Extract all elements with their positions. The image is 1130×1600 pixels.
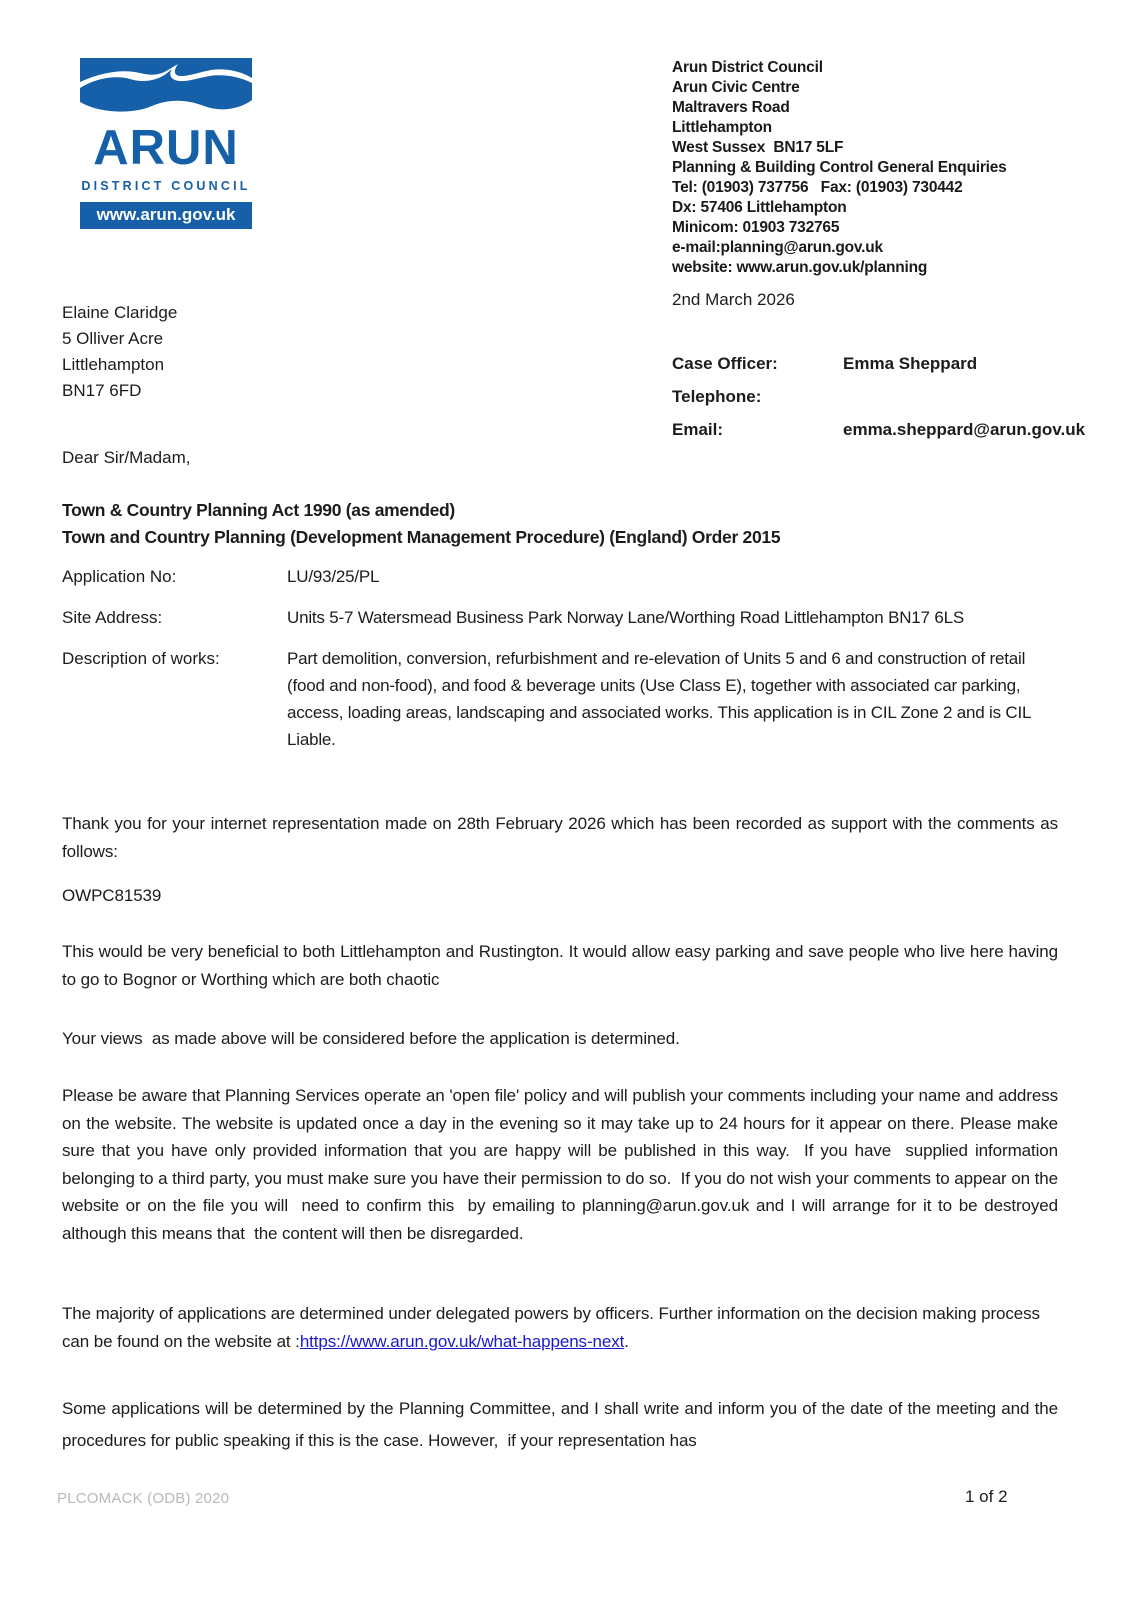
salutation: Dear Sir/Madam, <box>62 448 191 467</box>
case-officer-value: Emma Sheppard <box>843 354 978 373</box>
council-contact-block <box>672 58 1130 278</box>
council-address-line: Littlehampton <box>672 119 772 136</box>
application-no-value: LU/93/25/PL <box>287 567 380 586</box>
case-details-block <box>672 354 1130 453</box>
recipient-town: Littlehampton <box>62 355 165 374</box>
application-no-row <box>62 563 1062 590</box>
paragraph-open-file-policy: Please be aware that Planning Services operate an 'open file' policy and will publish your comments including your name and address on the website. The website is updated once a day in the evening so it may take up to 24 hours for it appear on there. Please make sure that you have only provided information that you are happy will be published in this way. If you have supplied information belonging to a third party, you must make sure you have their permission to do so. If you do not wish your comments to appear on the website or on the file you will need to confirm this by emailing to planning@arun.gov.uk and I will arrange for it to be destroyed although this means that the content will then be disregarded. <box>62 1086 1058 1243</box>
council-tel-fax: Tel: (01903) 737756 Fax: (01903) 730442 <box>672 179 963 196</box>
heading-act: Town & Country Planning Act 1990 (as amended) <box>62 500 455 520</box>
paragraph-delegated-powers <box>62 1300 1058 1355</box>
paragraph-thanks: Thank you for your internet representation made on 28th February 2026 which has been recorded as support with the comments as follows: <box>62 814 1058 861</box>
what-happens-next-link[interactable]: https://www.arun.gov.uk/what-happens-next <box>299 1331 625 1351</box>
telephone-row <box>672 387 1130 407</box>
council-address-line: Arun Civic Centre <box>672 79 800 96</box>
site-address-row <box>62 604 1062 631</box>
reference-code: OWPC81539 <box>62 886 162 905</box>
description-label: Description of works: <box>62 649 220 668</box>
site-address-value: Units 5-7 Watersmead Business Park Norway Lane/Worthing Road Littlehampton BN17 6LS <box>287 608 964 627</box>
page-number: 1 of 2 <box>965 1487 1008 1506</box>
seagull-waves-icon <box>80 58 252 122</box>
recipient-postcode: BN17 6FD <box>62 381 142 400</box>
paragraph-committee: Some applications will be determined by the Planning Committee, and I shall write and inform you of the date of the meeting and the procedures for public speaking if this is the case. However, if your representation has <box>62 1399 1058 1450</box>
council-website: website: www.arun.gov.uk/planning <box>672 259 928 276</box>
paragraph-delegated-period: . <box>624 1331 629 1351</box>
email-label: Email: <box>672 420 724 439</box>
recipient-street: 5 Olliver Acre <box>62 329 164 348</box>
email-value: emma.sheppard@arun.gov.uk <box>843 420 1086 439</box>
council-address-line: West Sussex BN17 5LF <box>672 139 844 156</box>
letter-date: 2nd March 2026 <box>672 290 795 309</box>
legal-headings <box>62 497 780 551</box>
council-department: Planning & Building Control General Enquiries <box>672 159 1007 176</box>
case-officer-label: Case Officer: <box>672 354 778 373</box>
paragraph-views: Your views as made above will be considered before the application is determined. <box>62 1029 680 1048</box>
council-address-line: Maltravers Road <box>672 99 790 116</box>
council-email: e-mail:planning@arun.gov.uk <box>672 239 883 256</box>
recipient-address <box>62 300 177 404</box>
recipient-name: Elaine Claridge <box>62 303 178 322</box>
application-details <box>62 563 1062 767</box>
description-value: Part demolition, conversion, refurbishment and re-elevation of Units 5 and 6 and construction of retail (food and non-food), and food & beverage units (Use Class E), together with associated car parking, access, loading areas, landscaping and associated works. This application is in CIL Zone 2 and is CIL Liable. <box>287 649 1031 749</box>
council-name: Arun District Council <box>672 59 823 76</box>
logo-subtitle: DISTRICT COUNCIL <box>81 179 251 193</box>
application-no-label: Application No: <box>62 567 177 586</box>
logo-wordmark: ARUN <box>93 121 239 175</box>
paragraph-comment: This would be very beneficial to both Littlehampton and Rustington. It would allow easy parking and save people who live here having to go to Bognor or Worthing which are both chaotic <box>62 942 1058 989</box>
telephone-label: Telephone: <box>672 387 762 406</box>
heading-order: Town and Country Planning (Development Management Procedure) (England) Order 2015 <box>62 527 781 547</box>
email-row <box>672 420 1130 440</box>
arun-logo <box>80 58 252 229</box>
case-officer-row <box>672 354 1130 374</box>
paragraph-delegated-text: The majority of applications are determined under delegated powers by officers. Further information on the decision making process can be found on the website at : <box>62 1304 1040 1351</box>
footer-doc-code: PLCOMACK (ODB) 2020 <box>57 1490 230 1507</box>
council-minicom: Minicom: 01903 732765 <box>672 219 840 236</box>
site-address-label: Site Address: <box>62 608 163 627</box>
logo-website-bar: www.arun.gov.uk <box>80 202 252 229</box>
council-dx: Dx: 57406 Littlehampton <box>672 199 847 216</box>
description-row <box>62 645 1062 753</box>
